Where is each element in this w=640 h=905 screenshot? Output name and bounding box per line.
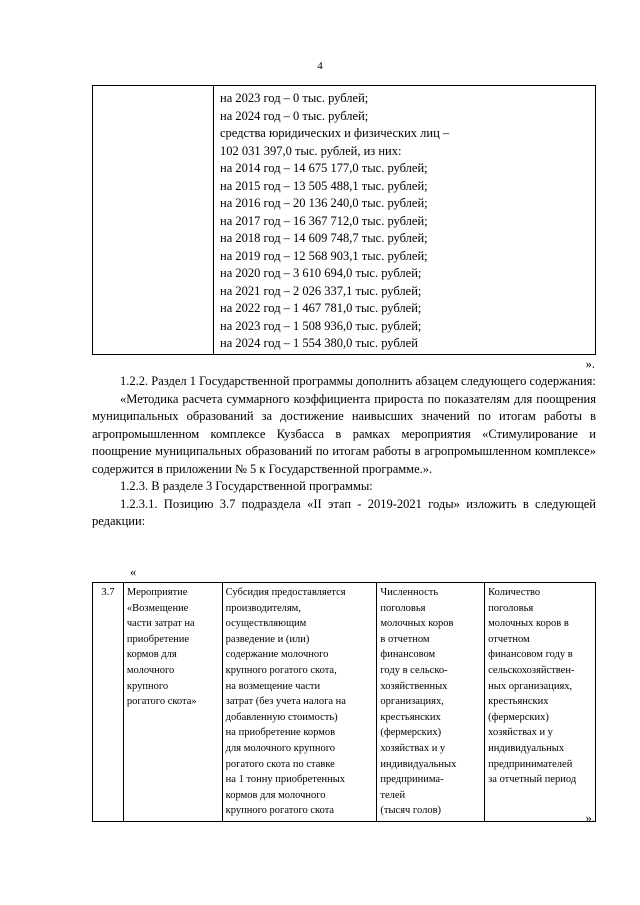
method-line: молочных коров в — [488, 618, 569, 630]
funding-line: на 2023 год – 1 508 936,0 тыс. рублей; — [220, 318, 422, 333]
measure-line: рогатого скота» — [126, 696, 197, 708]
measure-line: крупного — [126, 680, 169, 692]
indicator-line: организациях, — [380, 696, 444, 708]
paragraph-1-2-3-1: 1.2.3.1. Позицию 3.7 подраздела «II этап - 2019-2021 годы» изложить в следующей редакции: — [92, 496, 596, 528]
method-line: хозяйствах и у — [488, 727, 553, 739]
indicator-line: поголовья — [380, 602, 426, 614]
funding-line: на 2014 год – 14 675 177,0 тыс. рублей; — [220, 161, 428, 175]
funding-line: на 2019 год – 12 568 903,1 тыс. рублей; — [220, 248, 428, 263]
description-line: Субсидия предоставляется — [225, 587, 346, 598]
indicator-line: телей — [380, 789, 406, 801]
method-line: индивидуальных — [488, 742, 565, 754]
position-number-cell: 3.7 — [93, 583, 124, 822]
funding-line: на 2022 год – 1 467 781,0 тыс. рублей; — [220, 301, 422, 315]
indicator-line: индивидуальных — [380, 758, 457, 770]
description-line: кормов для молочного — [225, 789, 326, 801]
paragraph-methodology: «Методика расчета суммарного коэффициента прироста по показателям для поощрения муниципальных образований за достижение наивысших значений по итогам работы в агропромышленном комплексе Кузбасса в рамках мероприятия «Стимулирование и поощрение муниципальных образований по итогам работы в агропромышленном комплексе» содержится в приложении № 5 к Государственной программе.». — [92, 391, 596, 476]
indicator-line: предпринима- — [380, 774, 444, 786]
funding-line: на 2018 год – 14 609 748,7 тыс. рублей; — [220, 231, 428, 245]
description-line: для молочного крупного — [225, 742, 335, 754]
closing-quote-1: ». — [585, 357, 595, 371]
opening-quote: « — [130, 565, 137, 579]
indicator-line: Численность — [380, 587, 439, 598]
indicator-line: молочных коров — [380, 618, 454, 630]
paragraph-1-2-2: 1.2.2. Раздел 1 Государственной программы дополнить абзацем следующего содержания: — [120, 374, 596, 388]
measure-name-cell — [123, 583, 222, 822]
method-line: предпринимателей — [488, 758, 573, 770]
indicator-cell — [377, 583, 485, 822]
body-text — [92, 373, 596, 531]
indicator-line: (фермерских) — [380, 727, 442, 739]
method-line: ных организациях, — [488, 680, 573, 692]
funding-line: на 2020 год – 3 610 694,0 тыс. рублей; — [220, 266, 422, 280]
measure-line: кормов для — [126, 649, 177, 661]
measure-line: «Возмещение — [126, 602, 189, 614]
funding-line: на 2017 год – 16 367 712,0 тыс. рублей; — [220, 213, 428, 228]
funding-line: на 2023 год – 0 тыс. рублей; — [220, 91, 369, 105]
description-line: затрат (без учета налога на — [225, 696, 346, 708]
method-line: (фермерских) — [488, 711, 549, 723]
funding-table-text-cell — [214, 86, 596, 355]
method-line: крестьянских — [488, 696, 549, 708]
description-line: крупного рогатого скота — [225, 805, 335, 817]
indicator-line: году в сельско- — [380, 664, 448, 676]
method-line: Количество — [488, 587, 541, 598]
description-line: рогатого скота по ставке — [225, 758, 335, 770]
method-line: финансовом году в — [488, 649, 573, 661]
closing-quote-2: ». — [585, 811, 595, 825]
measure-line: молочного — [126, 664, 175, 676]
funding-line: на 2024 год – 1 554 380,0 тыс. рублей — [220, 336, 418, 350]
measure-line: части затрат на — [126, 618, 195, 630]
measure-description-cell — [222, 583, 377, 822]
description-line: разведение и (или) — [225, 633, 310, 645]
indicator-line: в отчетном — [380, 633, 430, 645]
description-line: производителям, — [225, 602, 301, 614]
description-line: на 1 тонну приобретенных — [225, 774, 346, 786]
measure-line: Мероприятие — [126, 587, 188, 598]
paragraph-1-2-3: 1.2.3. В разделе 3 Государственной программы: — [120, 479, 373, 493]
method-line: отчетном — [488, 633, 530, 645]
method-line: поголовья — [488, 602, 534, 614]
indicator-line: финансовом — [380, 649, 436, 661]
description-line: добавленную стоимость) — [225, 711, 338, 723]
calculation-method-cell — [485, 583, 596, 822]
funding-line: на 2024 год – 0 тыс. рублей; — [220, 108, 369, 123]
table-row — [93, 583, 596, 822]
indicator-line: хозяйствах и у — [380, 742, 446, 754]
indicator-line: крестьянских — [380, 711, 441, 723]
page-number: 4 — [317, 60, 323, 72]
funding-line: на 2021 год – 2 026 337,1 тыс. рублей; — [220, 283, 422, 298]
description-line: крупного рогатого скота, — [225, 664, 337, 676]
indicator-line: (тысяч голов) — [380, 805, 442, 817]
indicator-line: хозяйственных — [380, 680, 448, 692]
funding-table-empty-cell — [93, 86, 214, 355]
funding-line: на 2016 год – 20 136 240,0 тыс. рублей; — [220, 196, 428, 210]
description-line: на приобретение кормов — [225, 727, 336, 739]
description-line: содержание молочного — [225, 649, 329, 661]
method-line: за отчетный период — [488, 774, 577, 786]
measure-table — [92, 582, 596, 822]
funding-line: 102 031 397,0 тыс. рублей, из них: — [220, 143, 402, 158]
method-line: сельскохозяйствен- — [488, 664, 575, 676]
funding-table — [92, 85, 596, 355]
description-line: осуществляющим — [225, 618, 307, 630]
description-line: на возмещение части — [225, 680, 321, 692]
funding-line: средства юридических и физических лиц – — [220, 126, 450, 140]
funding-line: на 2015 год – 13 505 488,1 тыс. рублей; — [220, 178, 428, 193]
measure-line: приобретение — [126, 633, 190, 645]
